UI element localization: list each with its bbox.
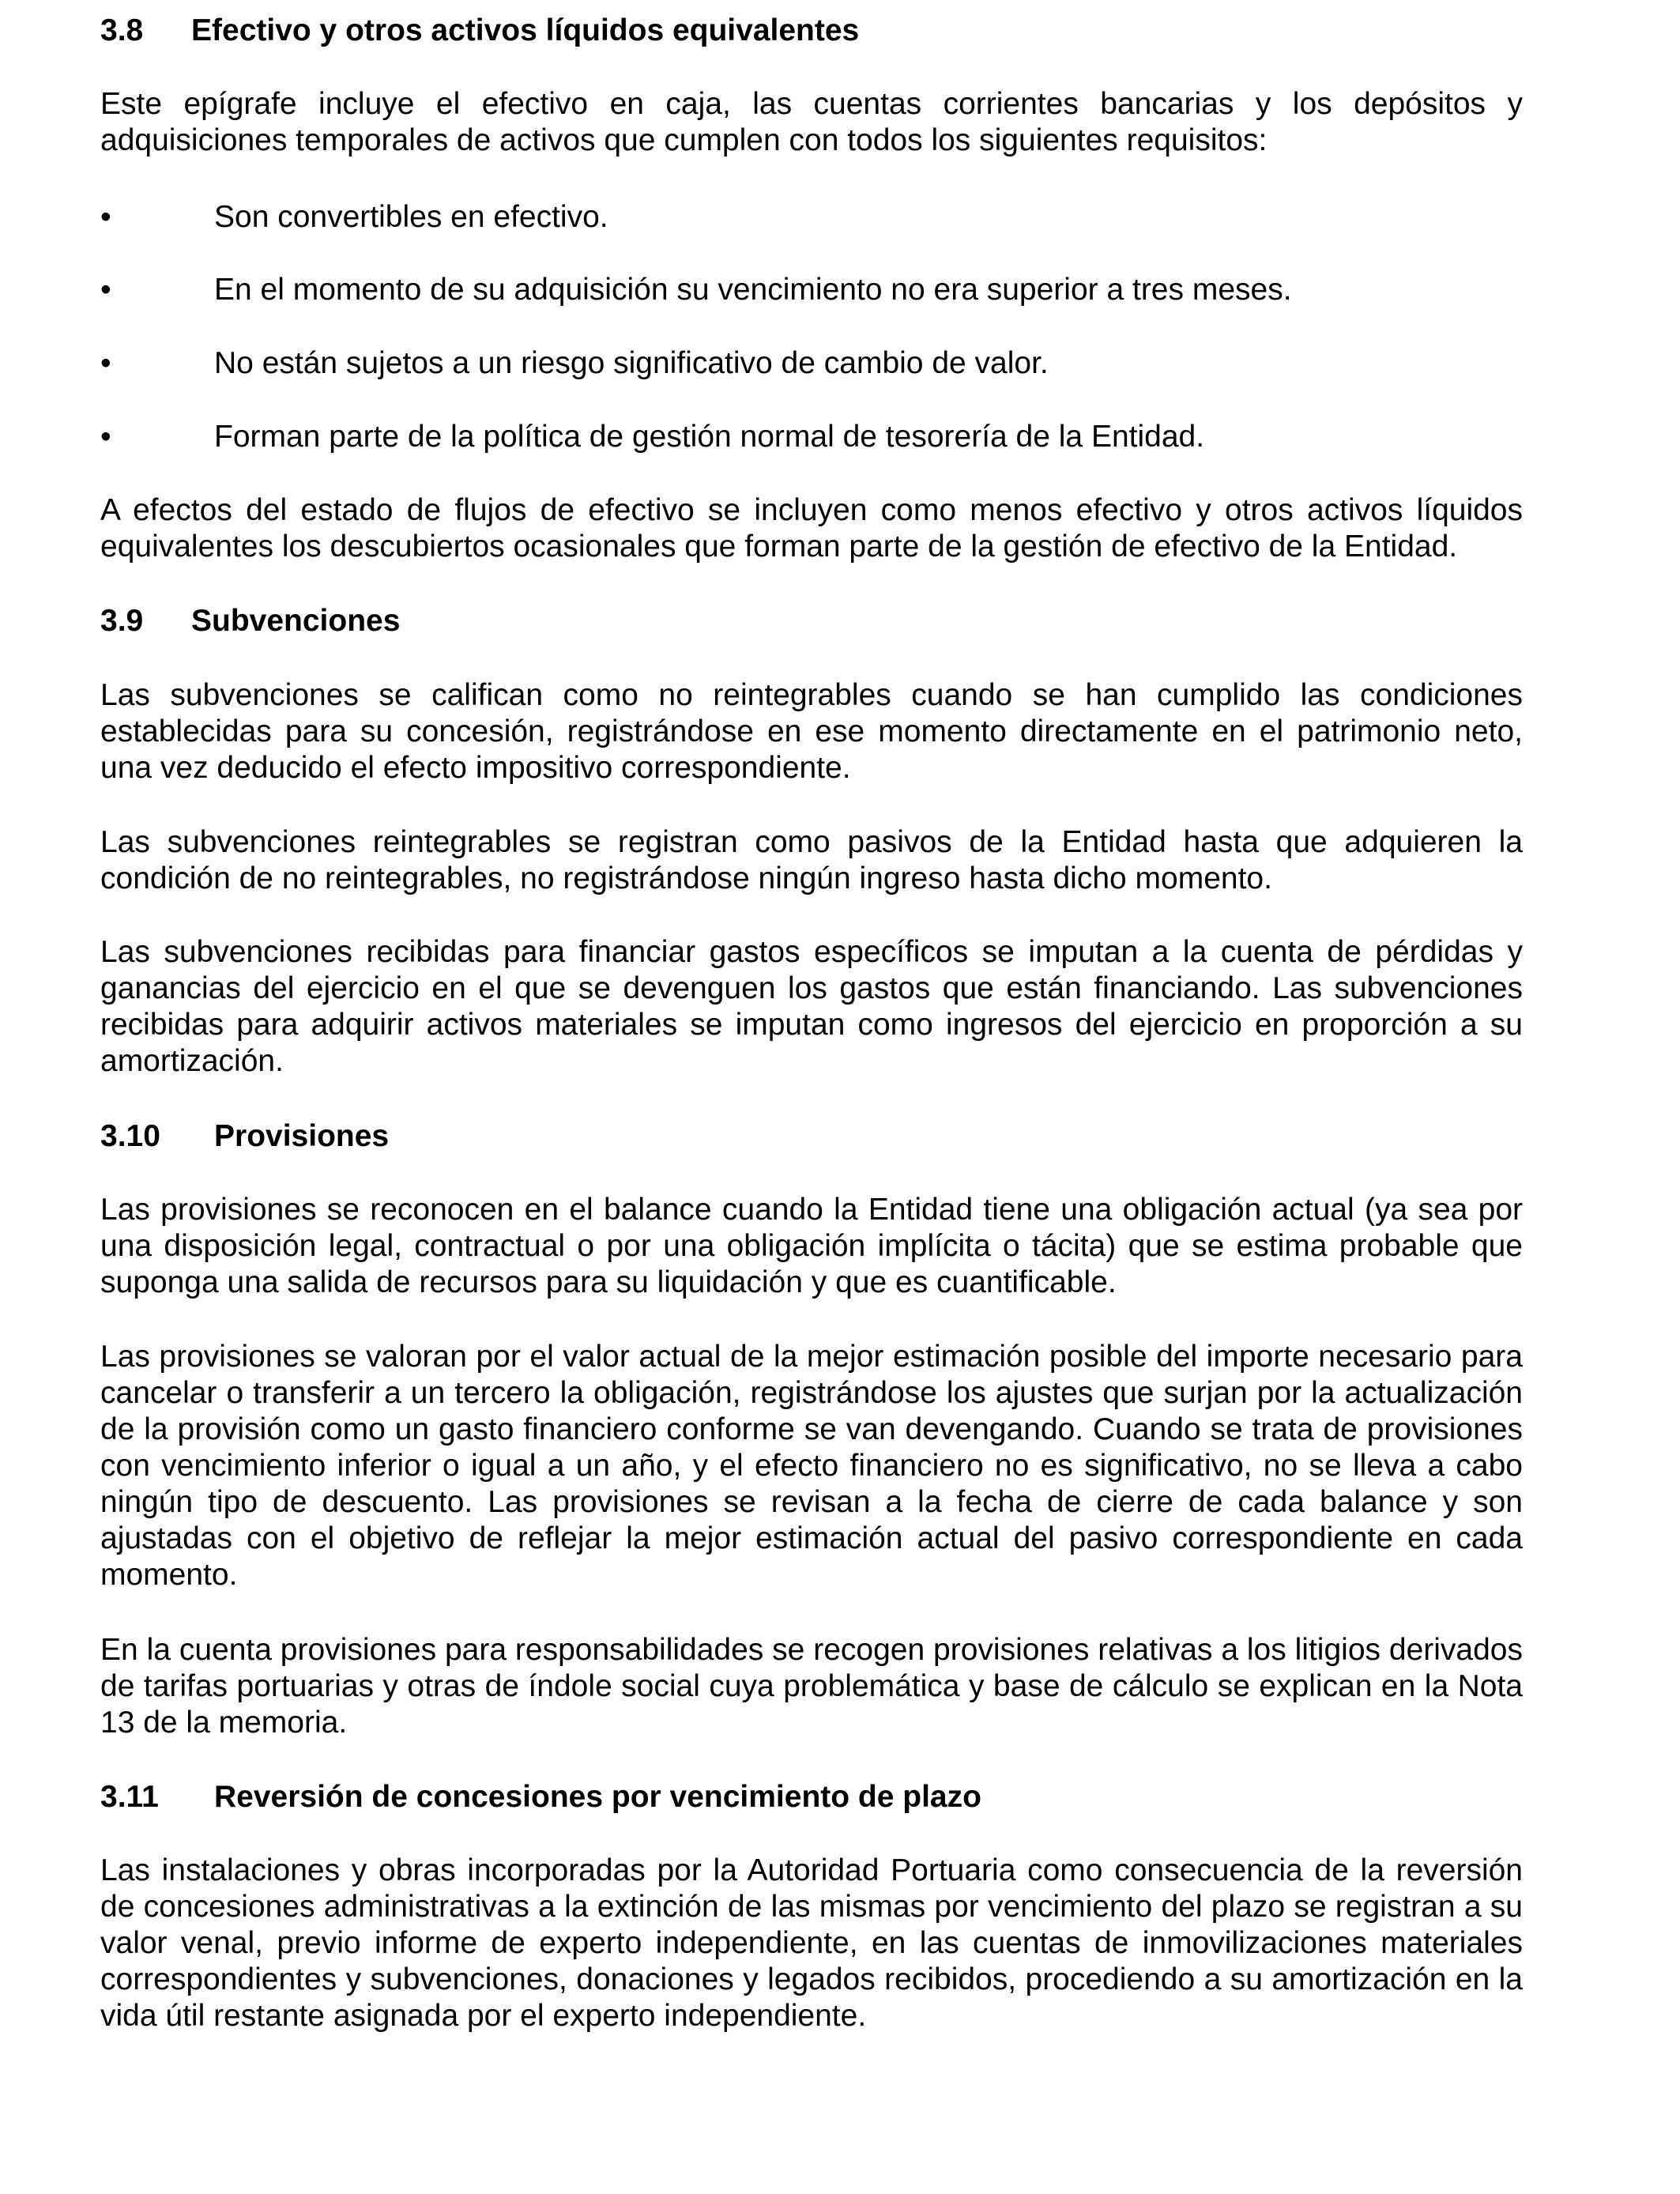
bullet-marker: • — [100, 346, 111, 380]
section-heading-3-9 — [100, 603, 401, 639]
section-3-8-closing: A efectos del estado de flujos de efectivo se incluyen como menos efectivo y otros activos líquidos equivalentes los descubiertos ocasionales que forman parte de la gestión de efectivo de la Entidad. — [100, 493, 1523, 564]
section-heading-3-10 — [100, 1118, 390, 1155]
section-number: 3.9 — [100, 604, 144, 638]
bullet-marker: • — [100, 200, 111, 234]
paragraph: Las provisiones se valoran por el valor actual de la mejor estimación posible del importe necesario para cancelar o transferir a un tercero la obligación, registrándose los ajustes que surjan por la actualización de la provisión como un gasto financiero conforme se van devengando. Cuando se trata de provisiones con vencimiento inferior o igual a un año, y el efecto financiero no es significativo, no se lleva a cabo ningún tipo de descuento. Las provisiones se revisan a la fecha de cierre de cada balance y son ajustadas con el objetivo de reflejar la mejor estimación actual del pasivo correspondiente en cada momento. — [100, 1340, 1523, 1592]
section-title: Provisiones — [214, 1119, 390, 1153]
paragraph: Las instalaciones y obras incorporadas por la Autoridad Portuaria como consecuencia de la reversión de concesiones administrativas a la extinción de las mismas por vencimiento del plazo se registran a su valor venal, previo informe de experto independiente, en las cuentas de inmovilizaciones materiales correspondientes y subvenciones, donaciones y legados recibidos, procediendo a su amortización en la vida útil restante asignada por el experto independiente. — [100, 1853, 1523, 2033]
list-item-text: No están sujetos a un riesgo significativo de cambio de valor. — [214, 346, 1049, 380]
paragraph: Las provisiones se reconocen en el balance cuando la Entidad tiene una obligación actual (ya sea por una disposición legal, contractual o por una obligación implícita o tácita) que se estima probable que suponga una salida de recursos para su liquidación y que es cuantificable. — [100, 1193, 1523, 1299]
section-number: 3.8 — [100, 13, 144, 47]
paragraph: Las subvenciones se califican como no reintegrables cuando se han cumplido las condiciones establecidas para su concesión, registrándose en ese momento directamente en el patrimonio neto, una vez deducido el efecto impositivo correspondiente. — [100, 678, 1523, 785]
section-title: Subvenciones — [191, 604, 401, 638]
section-heading-3-8 — [100, 13, 860, 49]
bullet-marker: • — [100, 420, 111, 454]
list-item-text: Son convertibles en efectivo. — [214, 200, 608, 234]
paragraph: En la cuenta provisiones para responsabilidades se recogen provisiones relativas a los litigios derivados de tarifas portuarias y otras de índole social cuya problemática y base de cálculo se explican en la Nota 13 de la memoria. — [100, 1633, 1523, 1740]
list-item-text: Forman parte de la política de gestión normal de tesorería de la Entidad. — [214, 420, 1205, 454]
bullet-marker: • — [100, 273, 111, 307]
section-3-8-intro: Este epígrafe incluye el efectivo en caja, las cuentas corrientes bancarias y los depósitos y adquisiciones temporales de activos que cumplen con todos los siguientes requisitos: — [100, 87, 1523, 157]
paragraph: Las subvenciones reintegrables se registran como pasivos de la Entidad hasta que adquieren la condición de no reintegrables, no registrándose ningún ingreso hasta dicho momento. — [100, 825, 1523, 895]
section-number: 3.10 — [100, 1119, 160, 1153]
section-number: 3.11 — [100, 1780, 159, 1814]
section-title: Efectivo y otros activos líquidos equivalentes — [191, 13, 860, 47]
paragraph: Las subvenciones recibidas para financiar gastos específicos se imputan a la cuenta de pérdidas y ganancias del ejercicio en el que se devenguen los gastos que están financiando. Las subvenciones recibidas para adquirir activos materiales se imputan como ingresos del ejercicio en proporción a su amortización. — [100, 935, 1523, 1078]
section-heading-3-11 — [100, 1779, 981, 1815]
list-item-text: En el momento de su adquisición su vencimiento no era superior a tres meses. — [214, 273, 1292, 307]
section-title: Reversión de concesiones por vencimiento de plazo — [214, 1780, 981, 1814]
